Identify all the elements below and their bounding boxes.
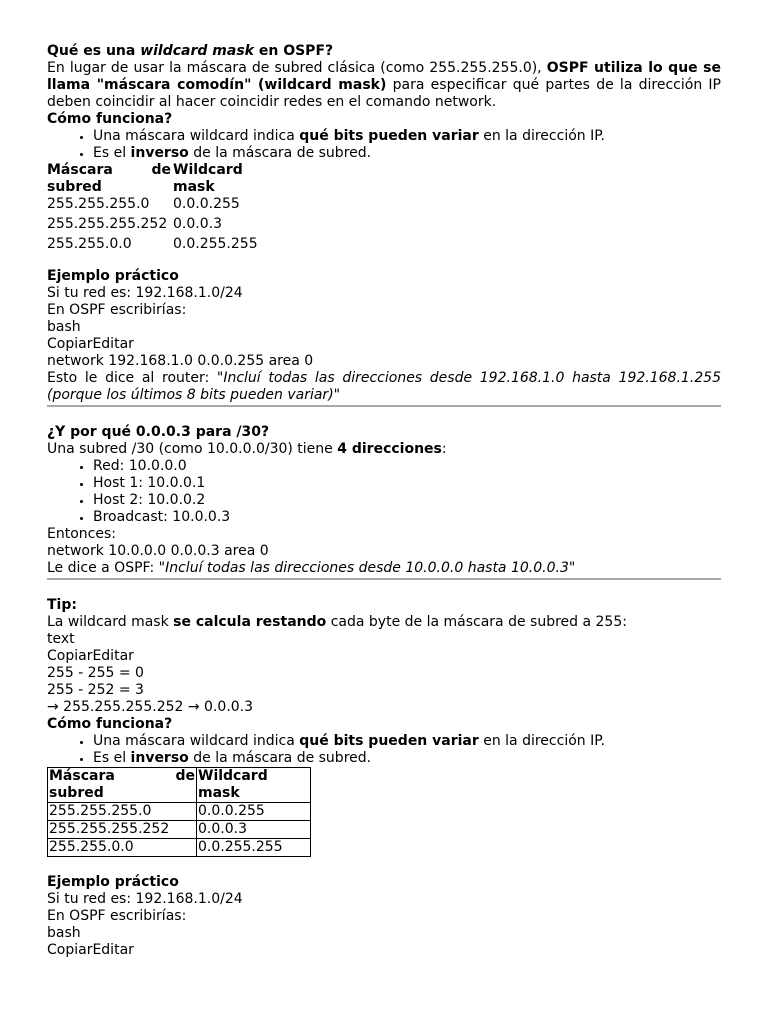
text-line: En OSPF escribirías:: [47, 302, 187, 318]
section-title: ¿Y por qué 0.0.0.3 para /30?: [47, 424, 270, 440]
list-item: • Una máscara wildcard indica qué bits pueden variar en la dirección IP.: [93, 128, 721, 145]
how-title: Cómo funciona?: [47, 716, 173, 732]
table-cell: 0.0.255.255: [173, 236, 258, 252]
list-item: • Host 2: 10.0.0.2: [93, 492, 721, 509]
table-row: [48, 821, 311, 839]
section-title: Tip:: [47, 597, 77, 613]
text-line: Una subred /30 (como 10.0.0.0/30) tiene 4 direcciones:: [47, 441, 447, 457]
table-cell: 0.0.0.3: [173, 216, 222, 232]
table-cell: 0.0.255.255: [197, 839, 311, 857]
bullet-list: [47, 128, 721, 162]
table-header-row: [47, 162, 260, 196]
mask-table: [47, 162, 260, 256]
intro-paragraph: En lugar de usar la máscara de subred clásica (como 255.255.255.0), OSPF utiliza lo que se llama "máscara comodín" (wildcard mask) para especificar qué partes de la dirección IP deben coincidir al hacer coincidir redes en el comando network.: [47, 60, 722, 110]
copy-edit-label: CopiarEditar: [47, 336, 134, 352]
note-paragraph: Le dice a OSPF: "Incluí todas las direcciones desde 10.0.0.0 hasta 10.0.0.3": [47, 560, 576, 576]
table-row: [47, 196, 260, 216]
table-cell: 0.0.0.255: [197, 803, 311, 821]
list-item: • Red: 10.0.0.0: [93, 458, 721, 475]
table-cell: 255.255.255.252: [47, 216, 168, 232]
list-item: • Una máscara wildcard indica qué bits pueden variar en la dirección IP.: [93, 733, 721, 750]
text-line: Entonces:: [47, 526, 116, 542]
code-line: network 192.168.1.0 0.0.0.255 area 0: [47, 353, 314, 369]
table-cell: 255.255.255.0: [47, 196, 150, 212]
copy-edit-label: CopiarEditar: [47, 648, 134, 664]
text-line: Si tu red es: 192.168.1.0/24: [47, 891, 243, 907]
code-line: 255 - 252 = 3: [47, 682, 144, 698]
table-header-subnet: Máscara de subred: [47, 162, 171, 195]
table-row: [48, 839, 311, 857]
code-line: 255 - 255 = 0: [47, 665, 144, 681]
section-title: Ejemplo práctico: [47, 874, 179, 890]
table-cell: 0.0.0.3: [197, 821, 311, 839]
copy-edit-label: CopiarEditar: [47, 942, 134, 958]
table-header-wildcard: Wildcard mask: [173, 162, 243, 195]
section-title: Qué es una wildcard mask en OSPF?: [47, 43, 334, 59]
table-cell: 0.0.0.255: [173, 196, 240, 212]
table-row: [47, 216, 260, 236]
how-title: Cómo funciona?: [47, 111, 173, 127]
document-content: [47, 43, 721, 959]
text-line: En OSPF escribirías:: [47, 908, 187, 924]
code-language-label: text: [47, 631, 75, 647]
list-item: • Es el inverso de la máscara de subred.: [93, 750, 721, 767]
table-cell: 255.255.0.0: [48, 839, 197, 857]
table-cell: 255.255.255.0: [48, 803, 197, 821]
table-cell: 255.255.0.0: [47, 236, 132, 252]
code-language-label: bash: [47, 925, 81, 941]
text-line: Si tu red es: 192.168.1.0/24: [47, 285, 243, 301]
table-cell: 255.255.255.252: [48, 821, 197, 839]
table-header-row: [48, 768, 311, 803]
table-header-subnet: Máscara de subred: [49, 768, 195, 801]
table-row: [47, 236, 260, 256]
note-paragraph: Esto le dice al router: "Incluí todas las direcciones desde 192.168.1.0 hasta 192.168.1.255 (porque los últimos 8 bits pueden variar)": [47, 370, 721, 403]
list-item: • Host 1: 10.0.0.1: [93, 475, 721, 492]
bullet-list: [47, 733, 721, 767]
section-title: Ejemplo práctico: [47, 268, 179, 284]
code-language-label: bash: [47, 319, 81, 335]
bullet-list: [47, 458, 721, 526]
mask-table-bordered: [47, 767, 311, 857]
table-header-wildcard: Wildcard mask: [197, 768, 311, 803]
list-item: • Broadcast: 10.0.0.3: [93, 509, 721, 526]
table-row: [48, 803, 311, 821]
code-line: network 10.0.0.0 0.0.0.3 area 0: [47, 543, 269, 559]
text-line: La wildcard mask se calcula restando cada byte de la máscara de subred a 255:: [47, 614, 627, 630]
code-line: → 255.255.255.252 → 0.0.0.3: [47, 699, 254, 715]
list-item: • Es el inverso de la máscara de subred.: [93, 145, 721, 162]
